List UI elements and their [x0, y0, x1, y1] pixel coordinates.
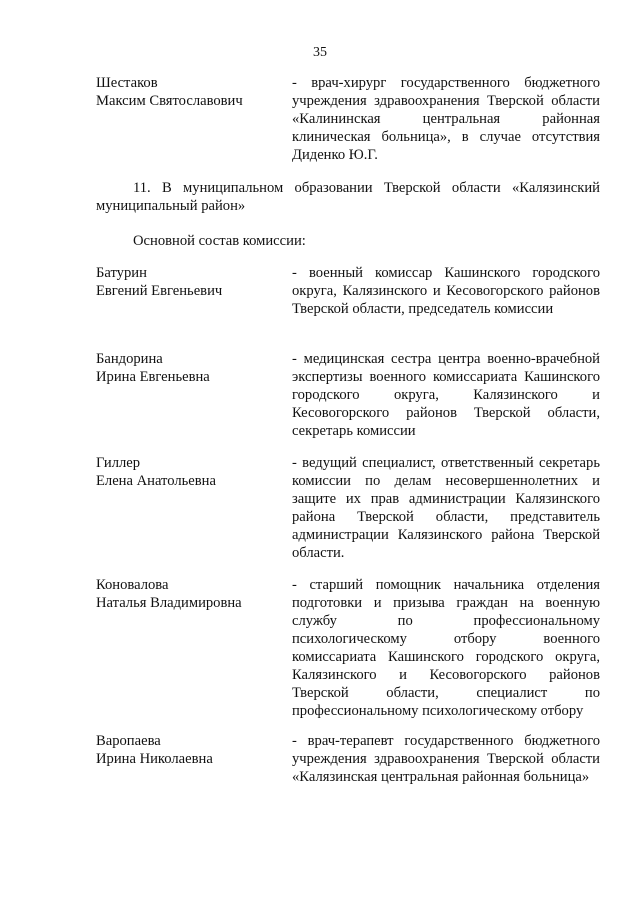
member-given-names: Наталья Владимировна — [96, 595, 242, 611]
member-given-names: Максим Святославович — [96, 93, 243, 109]
member-name — [96, 264, 286, 300]
member-role: - военный комиссар Кашинского городского округа, Калязинского и Кесовогорского районов Тверской области, председатель комиссии — [292, 265, 600, 317]
member-name — [96, 732, 286, 768]
member-name — [96, 350, 286, 386]
member-role: - старший помощник начальника отделения подготовки и призыва граждан на военную службу по профессиональному психологическому отбору военного комиссариата Кашинского городского округа, Калязинского и Кесовогорского районов Тверской области, специалист по профессиональному психологическому отбору — [292, 577, 600, 719]
member-role: - врач-хирург государственного бюджетного учреждения здравоохранения Тверской области «Калининская центральная районная клиническая больница», в случае отсутствия Диденко Ю.Г. — [292, 75, 600, 163]
member-name — [96, 74, 286, 110]
page-number: 35 — [313, 45, 327, 60]
member-role: - медицинская сестра центра военно-врачебной экспертизы военного комиссариата Кашинского городского округа, Калязинского и Кесовогорского районов Тверской области, секретарь комиссии — [292, 351, 600, 439]
member-surname: Гиллер — [96, 455, 141, 471]
member-surname: Бандорина — [96, 351, 163, 367]
member-role: - ведущий специалист, ответственный секретарь комиссии по делам несовершеннолетних и защите их прав администрации Калязинского района Тверской области, представитель администрации Калязинского района Тверской области. — [292, 455, 600, 561]
member-role: - врач-терапевт государственного бюджетного учреждения здравоохранения Тверской области «Калязинская центральная районная больница» — [292, 733, 600, 785]
member-given-names: Ирина Николаевна — [96, 751, 213, 767]
member-surname: Шестаков — [96, 75, 158, 91]
section-subheading: Основной состав комиссии: — [133, 233, 306, 249]
member-given-names: Евгений Евгеньевич — [96, 283, 223, 299]
member-name — [96, 576, 286, 612]
member-surname: Батурин — [96, 265, 147, 281]
member-name — [96, 454, 286, 490]
member-given-names: Елена Анатольевна — [96, 473, 216, 489]
member-given-names: Ирина Евгеньевна — [96, 369, 210, 385]
member-surname: Варопаева — [96, 733, 161, 749]
member-surname: Коновалова — [96, 577, 169, 593]
section-heading: 11. В муниципальном образовании Тверской области «Калязинский муниципальный район» — [96, 180, 600, 214]
